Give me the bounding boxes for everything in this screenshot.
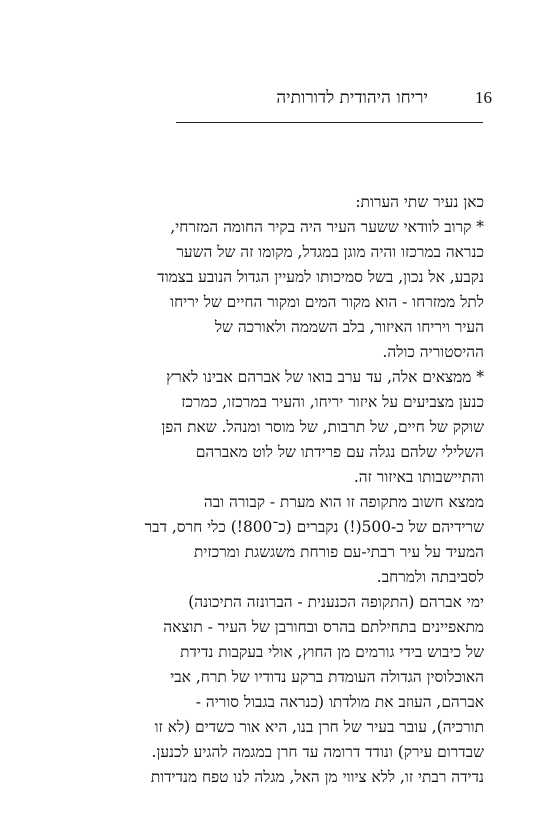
text-line: כאן נעיר שתי הערות: [355,193,484,211]
text-line: כנראה במרכזו והיה מוגן במגדל, מקומו זה של השער [176,243,484,261]
text-line: והתיישבותו באיזור זה. [353,468,484,486]
text-line: שוקק של חיים, של תרבות, של מוסר ומנהל. שאת הפן [161,418,484,436]
text-line: לסביבתה ולמרחב. [376,568,484,586]
text-line: שרידיהם של כ-500(!) נקברים (כ־800!) כלי חרס, דבר [144,518,484,536]
text-line: תורכיה), עובר בעיר של חרן בנו, היא אור כשדים (לא זו [154,718,484,736]
text-line: ההיסטוריה כולה. [382,343,484,361]
text-line: * קרוב לוודאי ששער העיר היה בקיר החומה המזרחי, [170,218,484,236]
running-title: יריחו היהודית לדורותיה [276,88,428,108]
text-line: ימי אברהם (התקופה הכנענית - הברונזה התיכונה) [188,593,484,611]
header-rule [176,122,483,123]
text-line: * ממצאים אלה, עד ערב בואו של אברהם אבינו לארץ [166,368,484,386]
text-line: נדידה רבתי זו, ללא ציווי מן האל, מגלה לנו טפח מנדידות [150,768,484,786]
text-line: מתאפיינים בתחילתם בהרס ובחורבן של העיר - תוצאה [163,618,484,636]
text-line: לתל ממזרחו - הוא מקור המים ומקור החיים של יריחו [170,293,484,311]
text-line: שבדרום עירק) ונודד דרומה עד חרן במגמה להגיע לכנען. [151,743,484,761]
text-line: האוכלוסין הגדולה העומדת ברקע נדודיו של תרח, אבי [170,668,484,686]
running-header [192,88,492,110]
body-text [54,190,484,790]
text-line: כנען מצביעים על איזור יריחו, והעיר במרכזו, כמרכז [181,393,484,411]
text-line: העיר ויריחו האיזור, בלב השממה ולאורכה של [214,318,484,336]
text-line: השלילי שלהם נגלה עם פרידתו של לוט מאברהם [195,443,484,461]
text-line: ממצא חשוב מתקופה זו הוא מערת - קבורה ובה [203,493,484,511]
text-line: נקבע, אל נכון, בשל סמיכותו למעיין הגדול הנובע בצמוד [157,268,484,286]
page-number: 16 [475,88,492,107]
text-line: אברהם, העוזב את מולדתו (כנראה בגבול סוריה - [195,693,484,711]
text-line: של כיבוש בידי גורמים מן החוץ, אולי בעקבות נדידת [180,643,484,661]
text-line: המעיד על עיר רבתי-עם פורחת משגשגת ומרכזית [194,543,484,561]
